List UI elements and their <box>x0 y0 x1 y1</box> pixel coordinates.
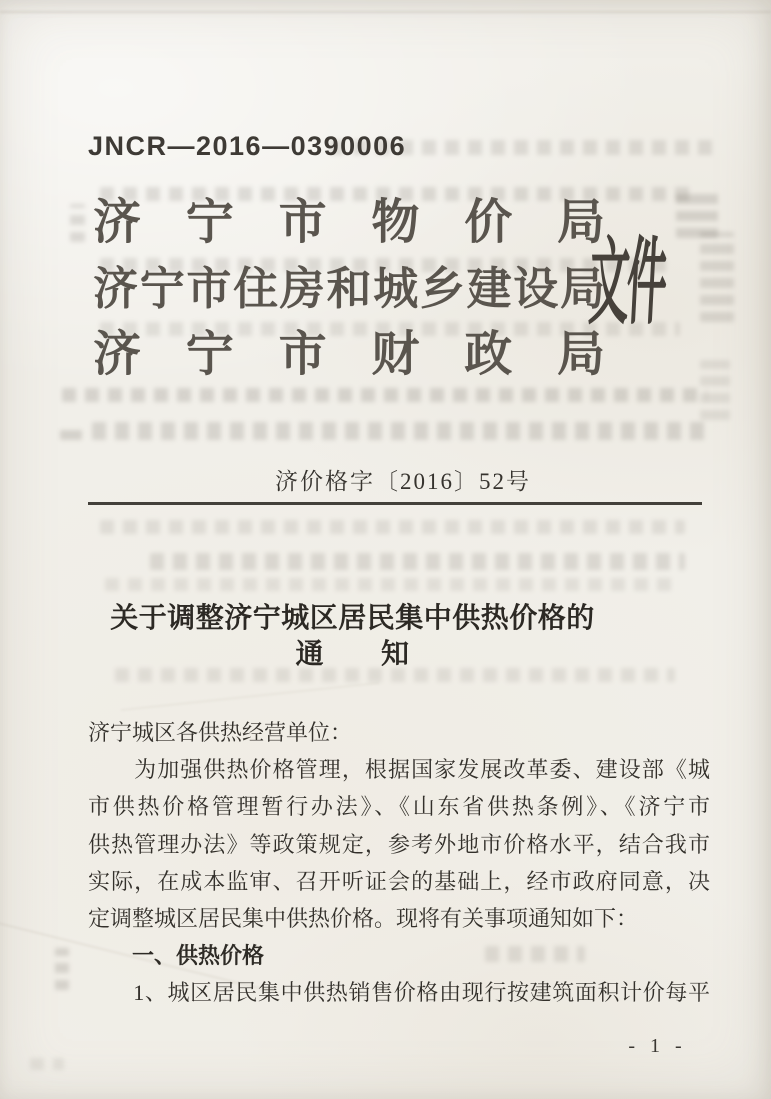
header-divider-rule <box>88 502 702 505</box>
ink-bleed-ghost <box>30 1058 64 1070</box>
body-line: 1、城区居民集中供热销售价格由现行按建筑面积计价每平 <box>88 980 710 1006</box>
reference-number: 济价格字〔2016〕52号 <box>275 469 531 494</box>
paper-crease <box>121 681 380 711</box>
issuing-agency-name-3: 济宁市财政局 <box>93 328 605 381</box>
section-heading: 一、供热价格 <box>88 943 265 969</box>
ink-bleed-ghost <box>60 424 82 440</box>
ink-bleed-ghost <box>70 204 85 242</box>
ink-bleed-ghost <box>62 388 707 402</box>
body-line: 为加强供热价格管理，根据国家发展改革委、建设部《城 <box>88 757 710 783</box>
issuing-agency-name-2: 济宁市住房和城乡建设局 <box>93 264 605 314</box>
doc-type-stamp-wenjian: 文件 <box>586 230 668 336</box>
ink-bleed-ghost <box>55 948 69 990</box>
body-line-salutation: 济宁城区各供热经营单位： <box>88 720 353 745</box>
issuing-agency-name-1: 济宁市物价局 <box>93 196 605 249</box>
ink-bleed-ghost <box>100 520 685 534</box>
ink-bleed-ghost <box>92 422 707 440</box>
ink-bleed-ghost <box>676 188 718 238</box>
body-line: 定调整城区居民集中供热价格。现将有关事项通知如下： <box>88 905 639 931</box>
ink-bleed-ghost <box>700 232 734 322</box>
document-serial-code: JNCR—2016—0390006 <box>88 131 407 161</box>
document-body <box>88 714 710 1012</box>
body-line: 市供热价格管理暂行办法》、《山东省供热条例》、《济宁市 <box>88 794 710 820</box>
ink-bleed-ghost <box>105 578 680 591</box>
document-title-line2: 通 知 <box>295 639 410 670</box>
body-line: 实际，在成本监审、召开听证会的基础上，经市政府同意，决 <box>88 868 710 894</box>
ink-bleed-ghost <box>150 553 685 570</box>
paper-crease <box>0 10 771 14</box>
ink-bleed-ghost <box>700 360 730 420</box>
body-line: 供热管理办法》等政策规定，参考外地市价格水平，结合我市 <box>88 831 710 857</box>
document-title-line1: 关于调整济宁城区居民集中供热价格的 <box>110 603 595 634</box>
page-number: - 1 - <box>628 1035 687 1057</box>
